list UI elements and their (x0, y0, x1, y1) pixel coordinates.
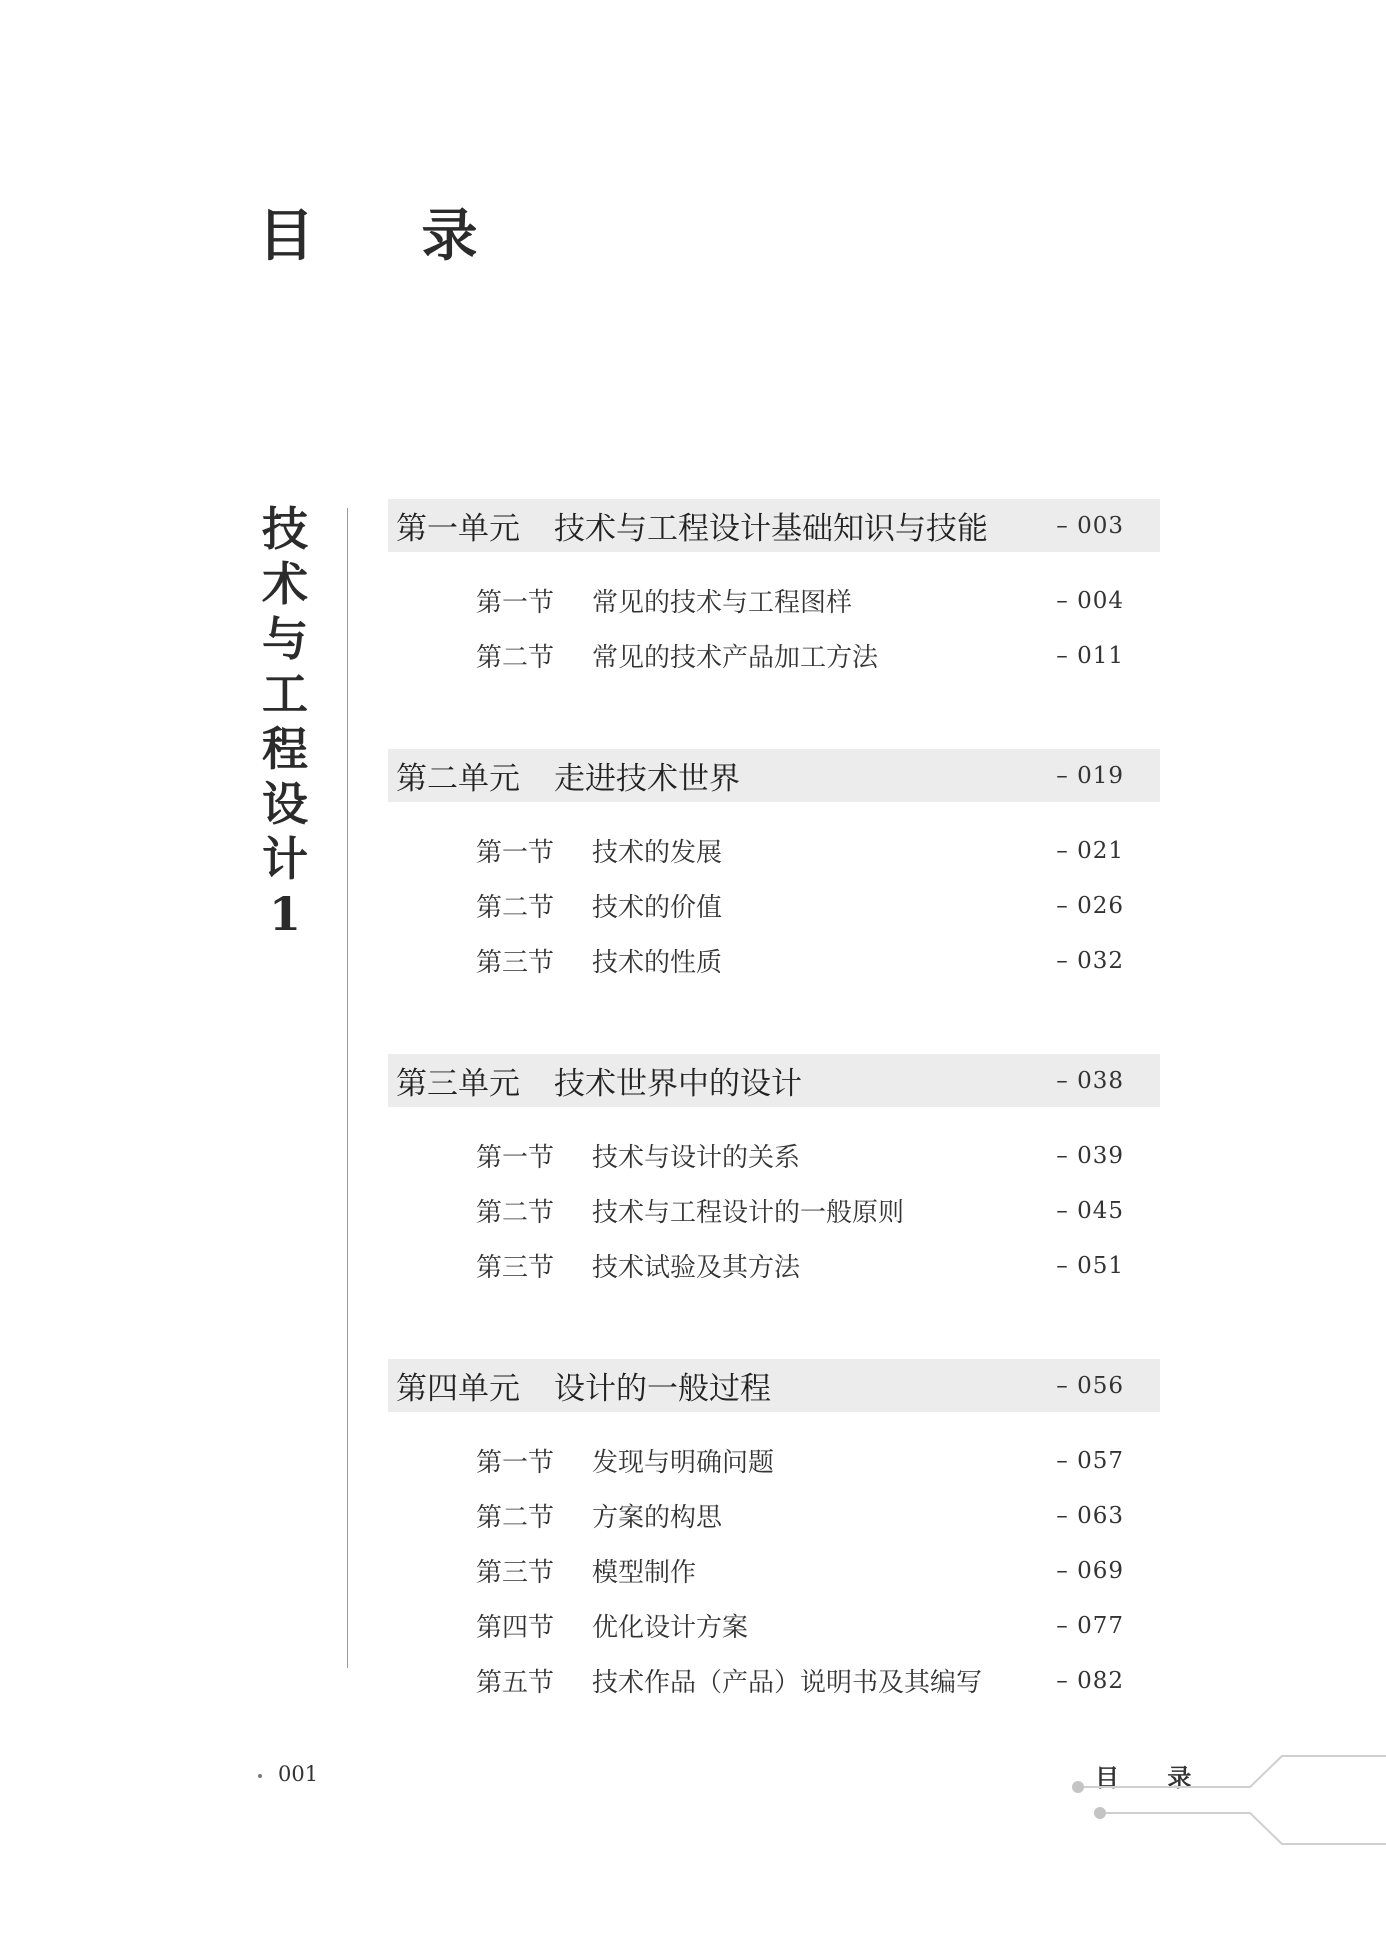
section-number: 第二节 (476, 643, 555, 673)
section-item[interactable] (388, 878, 1160, 933)
section-number: 第三节 (476, 1253, 555, 1283)
unit-title: 技术世界中的设计 (554, 1066, 802, 1102)
section-number: 第二节 (476, 1198, 555, 1228)
section-title: 技术的价值 (592, 893, 723, 923)
footer-section-label: 目 录 (1095, 1763, 1212, 1792)
unit-page-number: – 003 (1056, 512, 1124, 539)
section-item[interactable] (388, 1238, 1160, 1293)
unit-title: 设计的一般过程 (554, 1371, 771, 1407)
book-title-char: 工 (262, 667, 308, 721)
section-item[interactable] (388, 1598, 1160, 1653)
book-title-char: 设 (262, 777, 308, 831)
section-page-number: – 082 (1056, 1667, 1124, 1694)
unit-page-number: – 056 (1056, 1372, 1124, 1399)
section-title: 技术与工程设计的一般原则 (592, 1198, 905, 1228)
section-title: 方案的构思 (592, 1503, 723, 1533)
unit-number: 第四单元 (396, 1371, 520, 1407)
section-title: 技术试验及其方法 (592, 1253, 801, 1283)
unit-title: 技术与工程设计基础知识与技能 (554, 511, 988, 547)
section-item[interactable] (388, 628, 1160, 683)
section-list (388, 802, 1160, 988)
vertical-divider (347, 508, 348, 1668)
section-item[interactable] (388, 1433, 1160, 1488)
section-page-number: – 045 (1056, 1197, 1124, 1224)
section-item[interactable] (388, 823, 1160, 878)
section-number: 第二节 (476, 893, 555, 923)
unit-number: 第三单元 (396, 1066, 520, 1102)
section-list (388, 1107, 1160, 1293)
unit-page-number: – 019 (1056, 762, 1124, 789)
section-title: 常见的技术产品加工方法 (592, 643, 879, 673)
section-page-number: – 011 (1056, 642, 1124, 669)
section-number: 第一节 (476, 588, 555, 618)
section-item[interactable] (388, 1183, 1160, 1238)
unit-header[interactable] (388, 499, 1160, 552)
unit-number: 第一单元 (396, 511, 520, 547)
section-page-number: – 004 (1056, 587, 1124, 614)
section-number: 第二节 (476, 1503, 555, 1533)
section-list (388, 1412, 1160, 1708)
section-page-number: – 039 (1056, 1142, 1124, 1169)
book-title-char: 1 (268, 887, 301, 941)
section-page-number: – 021 (1056, 837, 1124, 864)
section-number: 第一节 (476, 838, 555, 868)
section-number: 第五节 (476, 1668, 555, 1698)
table-of-contents (388, 499, 1160, 1774)
toc-unit (388, 499, 1160, 683)
section-number: 第一节 (476, 1448, 555, 1478)
section-item[interactable] (388, 1488, 1160, 1543)
section-item[interactable] (388, 1128, 1160, 1183)
section-title: 常见的技术与工程图样 (592, 588, 853, 618)
section-page-number: – 063 (1056, 1502, 1124, 1529)
section-number: 第一节 (476, 1143, 555, 1173)
section-item[interactable] (388, 573, 1160, 628)
section-title: 技术作品（产品）说明书及其编写 (592, 1668, 983, 1698)
toc-unit (388, 1359, 1160, 1708)
section-page-number: – 032 (1056, 947, 1124, 974)
section-item[interactable] (388, 1653, 1160, 1708)
section-list (388, 552, 1160, 683)
section-page-number: – 051 (1056, 1252, 1124, 1279)
section-page-number: – 069 (1056, 1557, 1124, 1584)
unit-page-number: – 038 (1056, 1067, 1124, 1094)
book-title-char: 计 (262, 832, 308, 886)
book-title-char: 术 (262, 557, 308, 611)
book-title-vertical (258, 502, 312, 942)
toc-unit (388, 1054, 1160, 1293)
toc-unit (388, 749, 1160, 988)
unit-title: 走进技术世界 (554, 761, 740, 797)
footer-page-number (258, 1762, 318, 1786)
section-number: 第四节 (476, 1613, 555, 1643)
section-title: 发现与明确问题 (592, 1448, 775, 1478)
book-title-char: 技 (262, 502, 308, 556)
section-item[interactable] (388, 1543, 1160, 1598)
page-title: 目 录 (258, 203, 522, 269)
unit-header[interactable] (388, 1359, 1160, 1412)
footer-page-number-text: 001 (278, 1762, 319, 1786)
section-number: 第三节 (476, 948, 555, 978)
book-title-char: 与 (262, 612, 308, 666)
section-title: 技术的性质 (592, 948, 723, 978)
section-title: 技术与设计的关系 (592, 1143, 801, 1173)
section-page-number: – 057 (1056, 1447, 1124, 1474)
circuit-decoration-icon (1060, 1750, 1386, 1860)
book-title-char: 程 (262, 722, 308, 776)
section-title: 技术的发展 (592, 838, 723, 868)
bullet-dot-icon (258, 1774, 262, 1778)
unit-number: 第二单元 (396, 761, 520, 797)
section-item[interactable] (388, 933, 1160, 988)
section-title: 优化设计方案 (592, 1613, 749, 1643)
section-title: 模型制作 (592, 1558, 697, 1588)
section-number: 第三节 (476, 1558, 555, 1588)
section-page-number: – 077 (1056, 1612, 1124, 1639)
unit-header[interactable] (388, 1054, 1160, 1107)
unit-header[interactable] (388, 749, 1160, 802)
section-page-number: – 026 (1056, 892, 1124, 919)
